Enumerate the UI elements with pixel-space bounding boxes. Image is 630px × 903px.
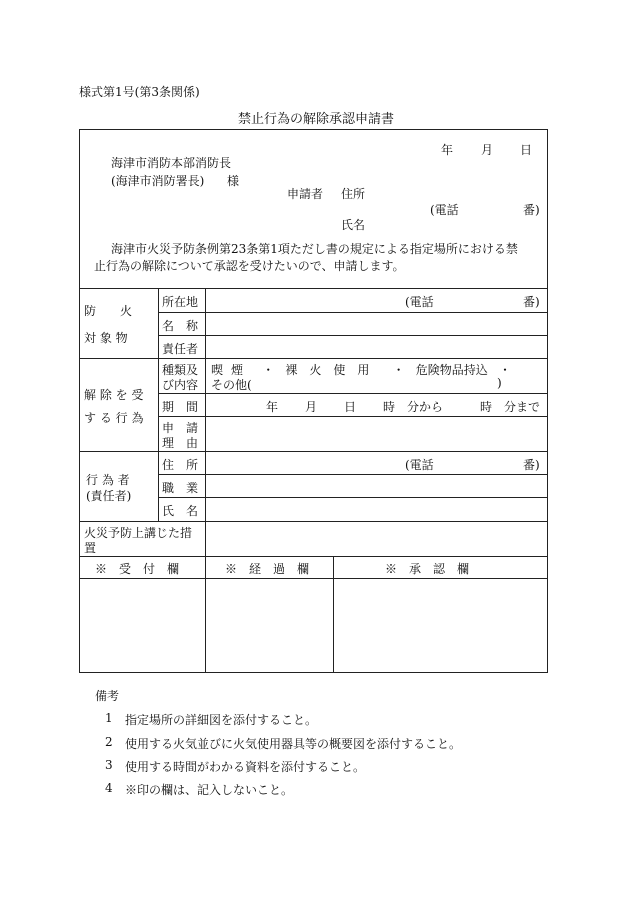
note-text: 使用する時間がわかる資料を添付すること。 xyxy=(125,760,366,774)
divider xyxy=(158,312,548,313)
period-to: 時 分まで xyxy=(480,400,541,414)
addressee-chief: 海津市消防本部消防長 xyxy=(111,156,232,170)
addressee-station: (海津市消防署長) xyxy=(111,174,205,188)
period-year: 年 xyxy=(266,400,279,414)
location-tel-open: (電話 xyxy=(405,295,434,309)
note-number: 1 xyxy=(105,711,113,725)
option-separator: ・ xyxy=(262,363,275,377)
date-month: 月 xyxy=(481,143,494,157)
fire-target-label-2: 対 象 物 xyxy=(84,331,128,345)
option-separator: ・ xyxy=(498,363,511,377)
application-text-2: 止行為の解除について承認を受けたいので、申請します。 xyxy=(94,259,405,273)
divider xyxy=(158,416,548,417)
target-name-label: 名 称 xyxy=(162,319,199,333)
divider xyxy=(205,288,206,556)
period-day: 日 xyxy=(344,400,357,414)
other-close: ) xyxy=(497,376,502,390)
actor-tel-open: (電話 xyxy=(405,458,434,472)
fire-target-label-1: 防 火 xyxy=(84,304,133,318)
location-tel-close: 番) xyxy=(523,295,540,309)
note-number: 4 xyxy=(105,781,113,795)
divider xyxy=(158,497,548,498)
other-open: その他( xyxy=(211,378,252,392)
applicant-name-label: 氏名 xyxy=(341,218,366,232)
date-year: 年 xyxy=(441,143,454,157)
approval-column-header: ※ 承 認 欄 xyxy=(385,562,470,576)
divider xyxy=(158,393,548,394)
note-number: 2 xyxy=(105,735,113,749)
note-number: 3 xyxy=(105,758,113,772)
measures-label-2: 置 xyxy=(84,541,97,555)
divider xyxy=(79,578,548,579)
actor-label-2: (責任者) xyxy=(86,489,132,503)
act-label-2: す る 行 為 xyxy=(84,411,144,425)
divider xyxy=(79,556,548,557)
divider xyxy=(79,358,548,359)
applicant-tel-open: (電話 xyxy=(430,203,459,217)
act-options xyxy=(211,361,511,378)
actor-job-label: 職 業 xyxy=(162,481,199,495)
option-separator: ・ xyxy=(392,363,405,377)
actor-name-label: 氏 名 xyxy=(162,504,199,518)
period-label: 期 間 xyxy=(162,400,199,414)
period-from: 時 分から xyxy=(383,400,444,414)
divider xyxy=(79,288,548,289)
measures-label-1: 火災予防上講じた措 xyxy=(84,526,193,540)
location-label: 所在地 xyxy=(162,295,199,309)
receipt-column-header: ※ 受 付 欄 xyxy=(95,562,180,576)
progress-column-header: ※ 経 過 欄 xyxy=(225,562,310,576)
divider xyxy=(333,556,334,673)
note-text: 指定場所の詳細図を添付すること。 xyxy=(125,713,318,727)
honorific: 様 xyxy=(227,174,240,188)
actor-tel-close: 番) xyxy=(523,458,540,472)
act-label-1: 解 除 を 受 xyxy=(84,388,144,402)
reason-label-2: 理 由 xyxy=(162,436,199,450)
option-smoking: 喫煙 xyxy=(211,363,252,377)
divider xyxy=(158,474,548,475)
type-label-2: び内容 xyxy=(162,378,199,392)
actor-label-1: 行 為 者 xyxy=(86,473,130,487)
applicant-label: 申請者 xyxy=(287,187,324,201)
divider xyxy=(79,451,548,452)
divider xyxy=(79,521,548,522)
divider xyxy=(158,335,548,336)
applicant-tel-close: 番) xyxy=(523,203,540,217)
form-title: 禁止行為の解除承認申請書 xyxy=(238,112,395,127)
period-month: 月 xyxy=(305,400,318,414)
notes-title: 備考 xyxy=(95,689,120,703)
option-open-fire: 裸火使用 xyxy=(285,363,382,377)
form-number: 様式第1号(第3条関係) xyxy=(79,85,200,99)
note-text: 使用する火気並びに火気使用器具等の概要図を添付すること。 xyxy=(125,737,462,751)
note-text: ※印の欄は、記入しないこと。 xyxy=(125,783,294,797)
manager-label: 責任者 xyxy=(162,342,199,356)
reason-label-1: 申 請 xyxy=(162,421,199,435)
application-text-1: 海津市火災予防条例第23条第1項ただし書の規定による指定場所における禁 xyxy=(111,242,518,256)
type-label-1: 種類及 xyxy=(162,363,199,377)
applicant-address-label: 住所 xyxy=(341,187,366,201)
date-day: 日 xyxy=(520,143,533,157)
divider xyxy=(205,556,206,673)
actor-address-label: 住 所 xyxy=(162,458,199,472)
divider xyxy=(158,288,159,521)
option-hazardous: 危険物品持込 xyxy=(415,363,488,377)
